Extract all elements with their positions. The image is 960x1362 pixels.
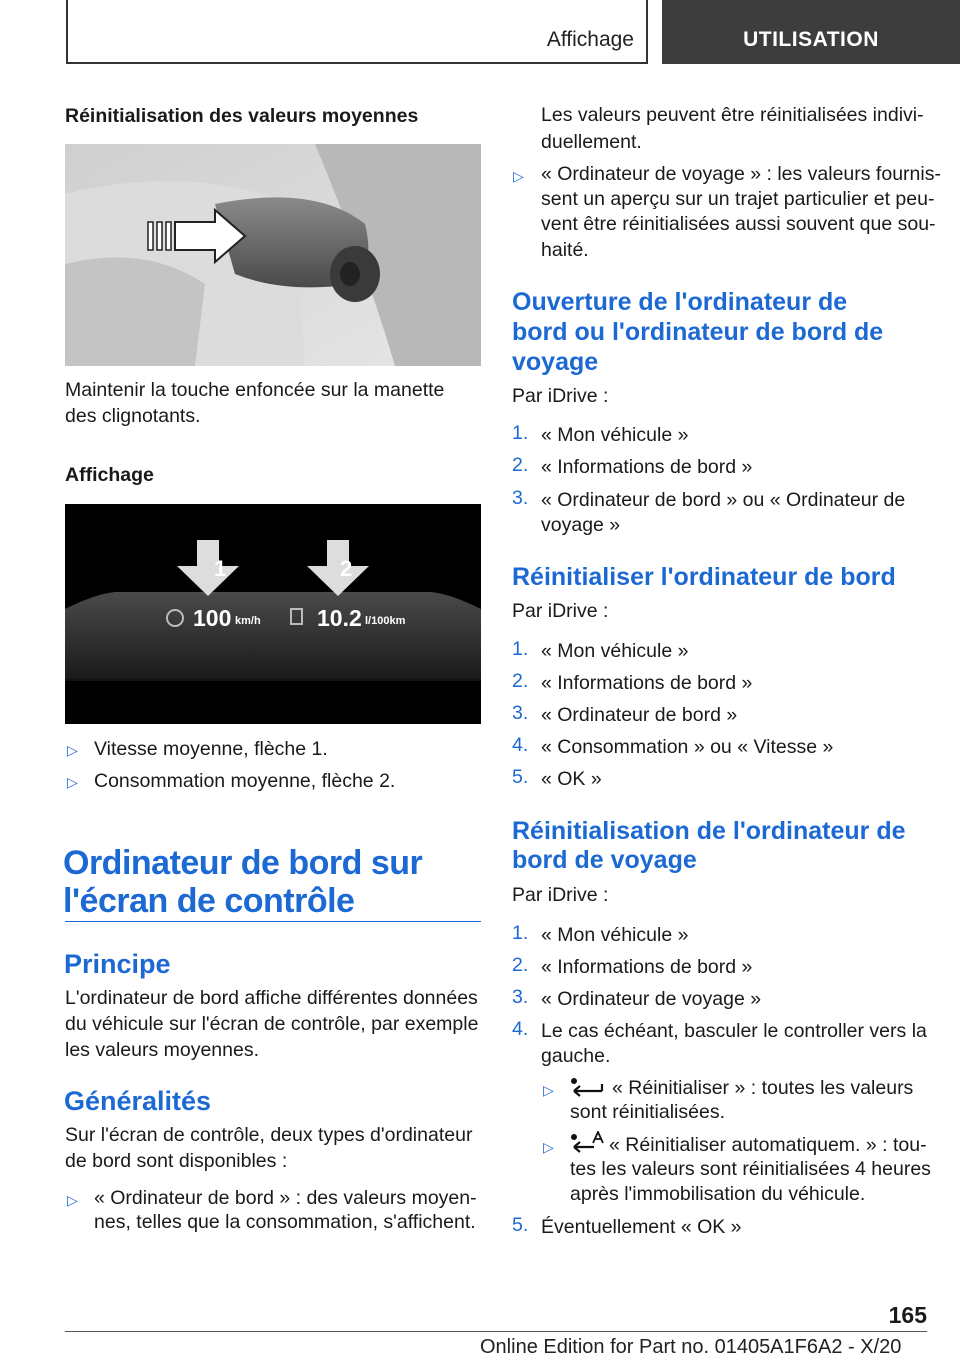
arrow-label-2: 2: [340, 556, 353, 581]
trip-step-2: « Informations de bord »: [541, 956, 753, 978]
image1-caption: Maintenir la touche enfoncée sur la manette des clignotants.: [65, 379, 445, 427]
trip-step-1: « Mon véhicule »: [541, 924, 689, 946]
sub1-line1: « Réinitialiser » : toutes les valeurs: [612, 1077, 914, 1099]
instrument-display-image: [65, 504, 481, 724]
step-number: 2.: [512, 670, 529, 692]
arrow-down-icon-1: [177, 540, 239, 596]
speed-unit: km/h: [235, 615, 261, 627]
arrow-down-icon-2: [307, 540, 369, 596]
footer-rule: [65, 1331, 927, 1332]
par-idrive-2: Par iDrive :: [512, 600, 609, 622]
reset-step-3: « Ordinateur de bord »: [541, 704, 738, 726]
trip-step-3: « Ordinateur de voyage »: [541, 988, 762, 1010]
cont-line2: duellement.: [541, 131, 642, 153]
open-step-1: « Mon véhicule »: [541, 424, 689, 446]
auto-reset-icon: [568, 1131, 604, 1153]
generalites-text: Sur l'écran de contrôle, deux types d'ordinateur de bord sont disponibles :: [65, 1124, 473, 1172]
section-title-line1: Ordinateur de bord sur: [63, 844, 423, 882]
par-idrive-3: Par iDrive :: [512, 884, 609, 906]
reset-step-5: « OK »: [541, 768, 602, 790]
page-number: 165: [888, 1302, 927, 1328]
step-number: 4.: [512, 734, 529, 756]
step-number: 3.: [512, 986, 529, 1008]
section-title-line2: l'écran de contrôle: [63, 882, 355, 920]
bullet-triangle-icon: ▷: [67, 1192, 78, 1208]
open-step-3: « Ordinateur de bord » ou « Ordinateur de: [541, 489, 906, 511]
turn-signal-lever-image: [65, 144, 481, 366]
bullet-triangle-icon: ▷: [543, 1139, 554, 1155]
step-number: 4.: [512, 1018, 529, 1040]
principe-text: L'ordinateur de bord affiche différentes données du véhicule sur l'écran de contrôle, par exemple les valeurs moyennes.: [65, 987, 479, 1061]
bullet2-line3: vent être réinitialisées aussi souvent que sou-: [541, 213, 936, 235]
heading-display: Affichage: [65, 464, 154, 486]
step-number: 5.: [512, 1214, 529, 1236]
par-idrive-1: Par iDrive :: [512, 385, 609, 407]
consumption-value: 10.2: [317, 605, 362, 631]
heading-principe: Principe: [64, 949, 171, 979]
heading-reset-onboard: Réinitialiser l'ordinateur de bord: [512, 563, 896, 591]
sub2-line3: après l'immobilisation du véhicule.: [570, 1183, 866, 1205]
sub1-line2: sont réinitialisées.: [570, 1101, 725, 1123]
heading-reset-averages: Réinitialisation des valeurs moyennes: [65, 105, 419, 127]
open-step-3-cont: voyage »: [541, 514, 621, 536]
bullet-triangle-icon: ▷: [67, 774, 78, 790]
heading-trip-line1: Réinitialisation de l'ordinateur de: [512, 817, 906, 845]
cont-line1: Les valeurs peuvent être réinitialisées indivi-: [541, 104, 924, 126]
heading-open-line3: voyage: [512, 348, 599, 376]
heading-open-line2: bord ou l'ordinateur de bord de: [512, 318, 884, 346]
trip-step-5: Éventuellement « OK »: [541, 1216, 742, 1238]
step-number: 5.: [512, 766, 529, 788]
open-step-2: « Informations de bord »: [541, 456, 753, 478]
sub2-line1: « Réinitialiser automatiquem. » : tou-: [609, 1134, 927, 1156]
bullet2-line1: « Ordinateur de voyage » : les valeurs fournis-: [541, 163, 941, 185]
step-number: 1.: [512, 638, 529, 660]
heading-generalites: Généralités: [64, 1086, 212, 1116]
bullet-triangle-icon: ▷: [543, 1082, 554, 1098]
bullet-avg-speed: Vitesse moyenne, flèche 1.: [94, 738, 328, 760]
step-number: 1.: [512, 422, 529, 444]
arrow-label-1: 1: [214, 556, 227, 581]
step-number: 3.: [512, 702, 529, 724]
bullet-triangle-icon: ▷: [513, 168, 524, 184]
section-rule: [65, 921, 481, 922]
step-number: 1.: [512, 922, 529, 944]
consumption-unit: l/100km: [365, 615, 406, 627]
reset-icon: [568, 1075, 604, 1097]
header-section-title: Affichage: [546, 28, 634, 51]
bullet2-line4: haité.: [541, 239, 589, 261]
speed-value: 100: [193, 605, 232, 631]
heading-open-line1: Ouverture de l'ordinateur de: [512, 288, 848, 316]
reset-step-1: « Mon véhicule »: [541, 640, 689, 662]
trip-step-4-cont: gauche.: [541, 1045, 611, 1067]
heading-trip-line2: bord de voyage: [512, 846, 697, 874]
header-chapter-tab: UTILISATION: [662, 0, 960, 64]
bullet-triangle-icon: ▷: [67, 742, 78, 758]
reset-step-4: « Consommation » ou « Vitesse »: [541, 736, 834, 758]
bullet2-line2: sent un aperçu sur un trajet particulier et peu-: [541, 188, 935, 210]
step-number: 2.: [512, 954, 529, 976]
edition-text: Online Edition for Part no. 01405A1F6A2 - X/20: [480, 1336, 902, 1358]
trip-step-4: Le cas échéant, basculer le controller vers la: [541, 1020, 927, 1042]
step-number: 2.: [512, 454, 529, 476]
sub2-line2: tes les valeurs sont réinitialisées 4 heures: [570, 1158, 931, 1180]
gen-bullet1-line2: nes, telles que la consommation, s'affichent.: [94, 1211, 476, 1233]
bullet-avg-consumption: Consommation moyenne, flèche 2.: [94, 770, 396, 792]
step-number: 3.: [512, 487, 529, 509]
gen-bullet1-line1: « Ordinateur de bord » : des valeurs moyen-: [94, 1187, 477, 1209]
reset-step-2: « Informations de bord »: [541, 672, 753, 694]
